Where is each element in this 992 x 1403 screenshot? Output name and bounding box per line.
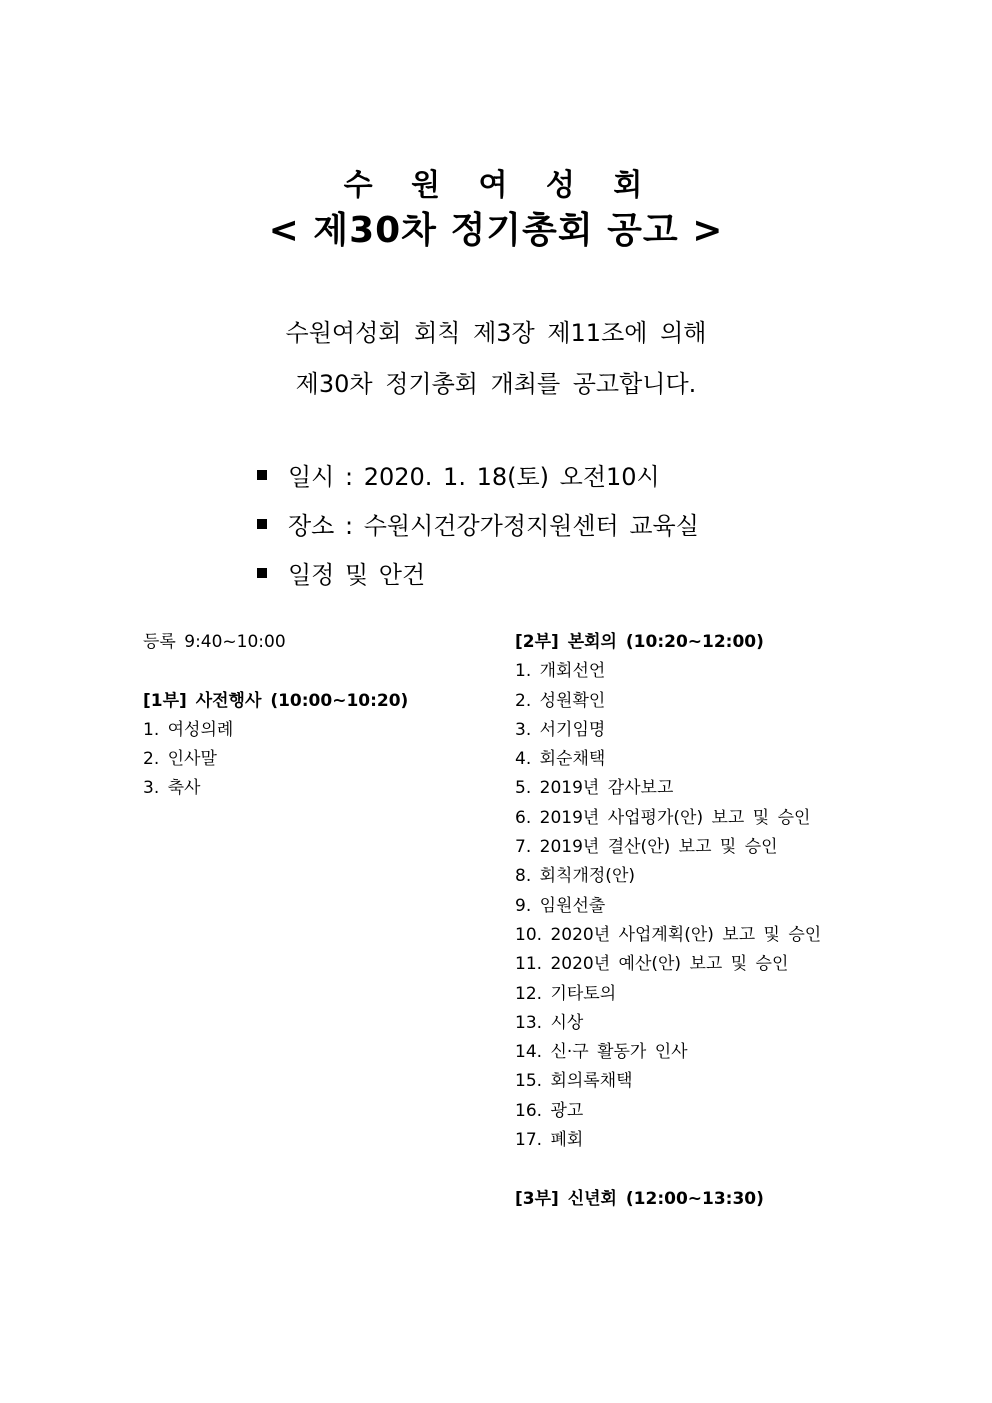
list-item: 15. 회의록채택 bbox=[515, 1071, 633, 1092]
intro-line-2: 제30차 정기총회 개최를 공고합니다. bbox=[295, 370, 697, 398]
list-item: 17. 폐회 bbox=[515, 1130, 584, 1151]
list-item: 2. 인사말 bbox=[143, 749, 217, 770]
schedule-left-column bbox=[143, 628, 408, 804]
square-bullet-icon bbox=[257, 470, 267, 480]
list-item: 8. 회칙개정(안) bbox=[515, 866, 635, 887]
list-item: 3. 축사 bbox=[143, 778, 201, 799]
list-item: 11. 2020년 예산(안) 보고 및 승인 bbox=[515, 954, 789, 975]
part1-heading: [1부] 사전행사 (10:00~10:20) bbox=[143, 690, 409, 711]
list-item: 16. 광고 bbox=[515, 1100, 584, 1121]
page-title: < 제30차 정기총회 공고 > bbox=[268, 210, 724, 251]
square-bullet-icon bbox=[257, 568, 267, 578]
list-item: 7. 2019년 결산(안) 보고 및 승인 bbox=[515, 837, 778, 858]
registration-time: 등록 9:40~10:00 bbox=[143, 632, 286, 652]
list-item: 1. 여성의례 bbox=[143, 719, 234, 740]
bullet-item-date bbox=[257, 450, 699, 499]
list-item: 6. 2019년 사업평가(안) 보고 및 승인 bbox=[515, 807, 811, 828]
list-item: 14. 신·구 활동가 인사 bbox=[515, 1042, 688, 1063]
org-name: 수 원 여 성 회 bbox=[343, 168, 657, 203]
list-item: 12. 기타토의 bbox=[515, 983, 617, 1004]
list-item: 4. 회순채택 bbox=[515, 749, 606, 770]
square-bullet-icon bbox=[257, 519, 267, 529]
list-item: 2. 성원확인 bbox=[515, 690, 606, 711]
bullet-item-agenda bbox=[257, 548, 699, 597]
list-item: 10. 2020년 사업계획(안) 보고 및 승인 bbox=[515, 924, 822, 945]
list-item: 5. 2019년 감사보고 bbox=[515, 778, 674, 799]
list-item: 3. 서기임명 bbox=[515, 719, 606, 740]
bullet-item-place bbox=[257, 499, 699, 548]
list-item: 13. 시상 bbox=[515, 1012, 584, 1033]
bullet-text: 일정 및 안건 bbox=[288, 561, 426, 589]
list-item: 1. 개회선언 bbox=[515, 661, 606, 682]
info-bullets bbox=[257, 450, 699, 597]
part3-heading: [3부] 신년회 (12:00~13:30) bbox=[515, 1188, 764, 1209]
schedule-right-column bbox=[515, 628, 821, 1214]
list-item: 9. 임원선출 bbox=[515, 895, 606, 916]
bullet-text: 장소 : 수원시건강가정지원센터 교육실 bbox=[288, 512, 699, 540]
bullet-text: 일시 : 2020. 1. 18(토) 오전10시 bbox=[288, 463, 660, 491]
part2-heading: [2부] 본회의 (10:20~12:00) bbox=[515, 632, 764, 652]
intro-line-1: 수원여성회 회칙 제3장 제11조에 의해 bbox=[285, 319, 707, 347]
